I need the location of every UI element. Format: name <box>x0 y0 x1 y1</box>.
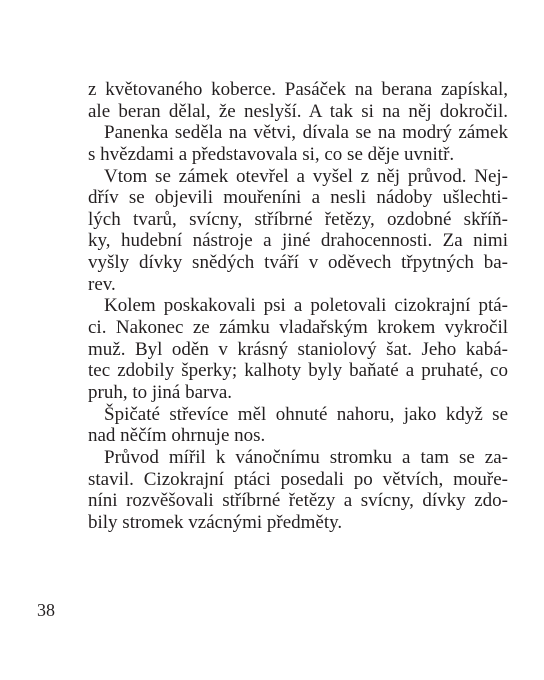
text-line: ky, hudební nástroje a jiné drahocennosti. Za nimi <box>88 230 508 252</box>
text-line: pruh, to jiná barva. <box>88 381 233 403</box>
text-line: bily stromek vzácnými předměty. <box>88 511 343 533</box>
text-line: ci. Nakonec ze zámku vladařským krokem vykročil <box>88 317 508 339</box>
text-line: rev. <box>88 273 116 295</box>
text-line: z květovaného koberce. Pasáček na berana zapískal, <box>88 79 508 100</box>
body-text <box>88 79 508 533</box>
text-line: Vtom se zámek otevřel a vyšel z něj průvod. Nej- <box>104 165 508 187</box>
text-line: stavil. Cizokrajní ptáci posedali po větvích, mouře- <box>88 468 508 490</box>
text-line: Špičaté střevíce měl ohnuté nahoru, jako když se <box>104 403 508 425</box>
text-line: ale beran dělal, že neslyší. A tak si na něj dokročil. <box>88 100 508 122</box>
text-line: vyšly dívky snědých tváří v oděvech třpytných ba- <box>88 252 508 274</box>
text-line: nad něčím ohrnuje nos. <box>88 425 266 447</box>
text-line: Panenka seděla na větvi, dívala se na modrý zámek <box>104 122 508 144</box>
text-line: tec zdobily šperky; kalhoty byly baňaté a pruhaté, co <box>88 360 508 382</box>
text-line: níni rozvěšovali stříbrné řetězy a svícny, dívky zdo- <box>88 490 508 512</box>
page-number: 38 <box>37 600 55 620</box>
text-line: muž. Byl oděn v krásný staniolový šat. Jeho kabá- <box>88 338 508 360</box>
text-line: Kolem poskakovali psi a poletovali cizokrajní ptá- <box>104 295 508 317</box>
text-line: dřív se objevili mouřeníni a nesli nádoby ušlechti- <box>88 187 508 209</box>
text-line: Průvod mířil k vánočnímu stromku a tam se za- <box>104 446 508 468</box>
text-line: s hvězdami a představovala si, co se děje uvnitř. <box>88 143 455 165</box>
text-line: lých tvarů, svícny, stříbrné řetězy, ozdobné skříň- <box>88 208 508 230</box>
